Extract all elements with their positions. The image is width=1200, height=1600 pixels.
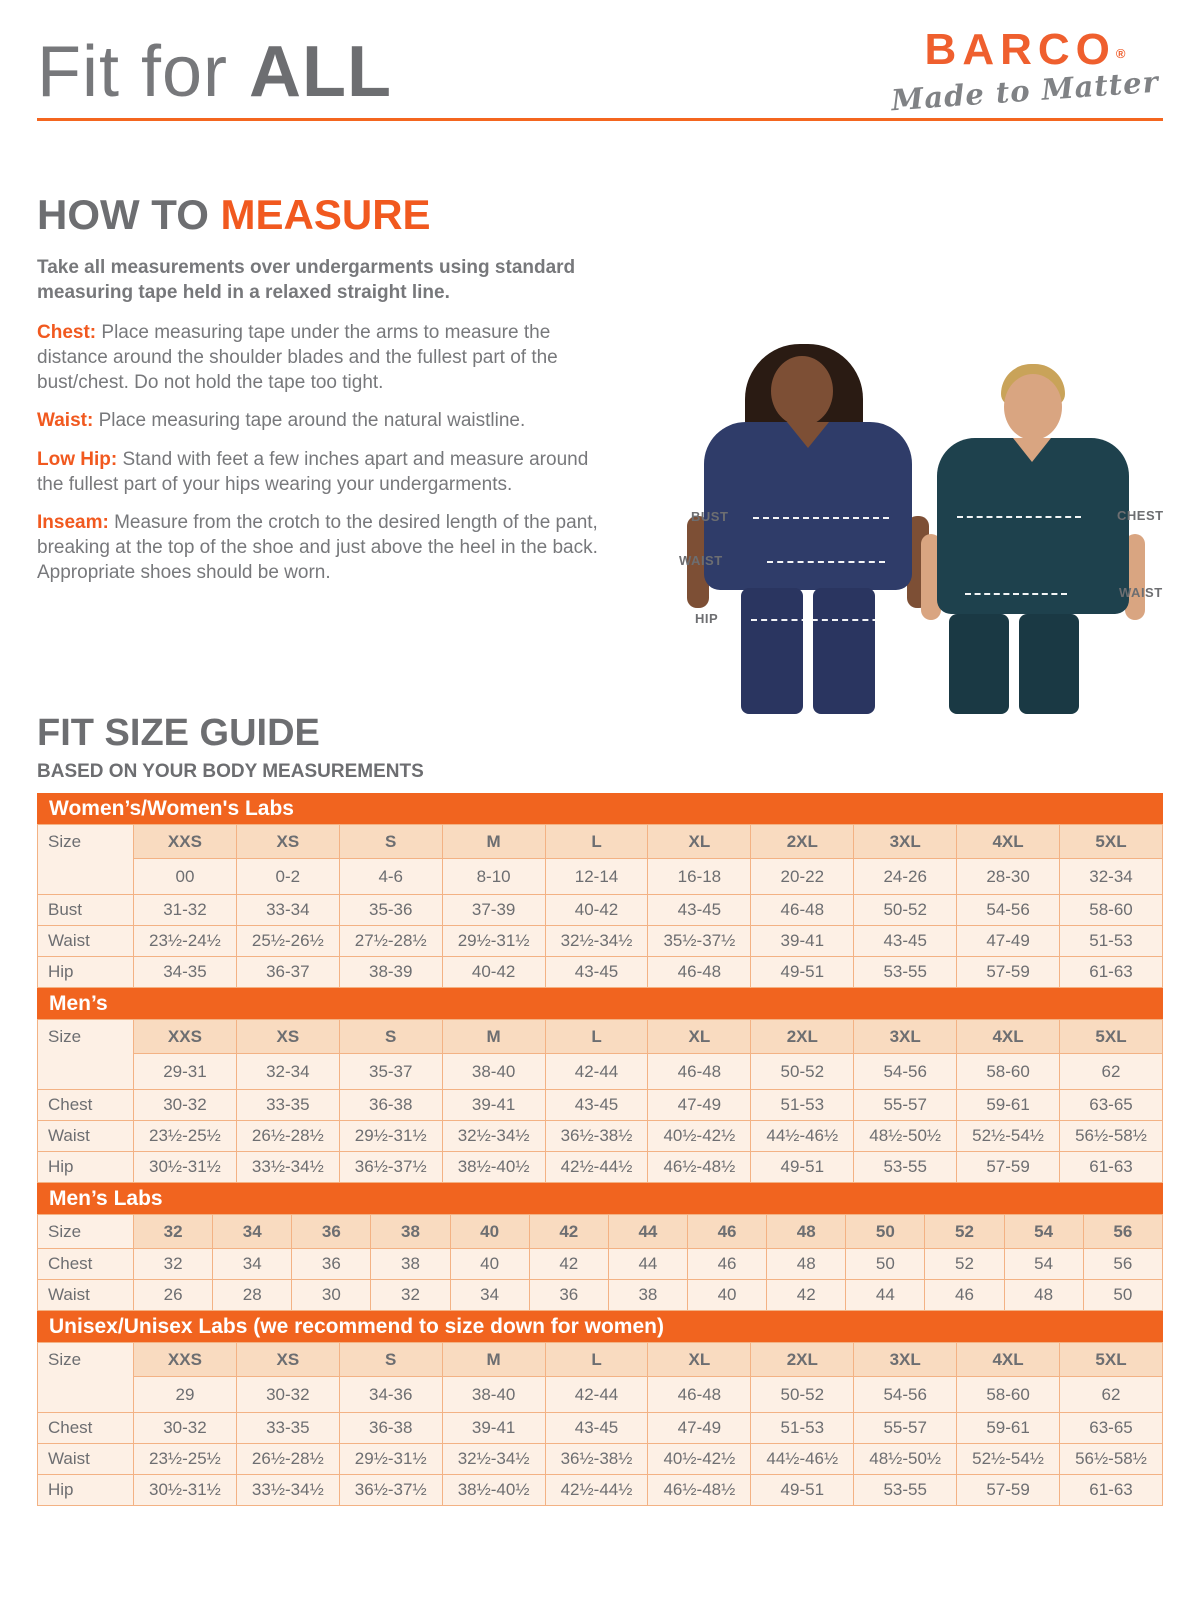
size-table-1 [37,1019,1163,1183]
measurement-cell: 46½-48½ [648,1475,751,1506]
models-photo [649,326,1199,716]
measurement-cell: 40½-42½ [648,1121,751,1152]
numeric-size-cell: 46-48 [648,1054,751,1090]
measurement-cell: 48 [1004,1280,1083,1311]
row-label: Chest [38,1090,134,1121]
measurement-cell: 53-55 [854,957,957,988]
measurement-cell: 33½-34½ [236,1152,339,1183]
measurement-cell: 43-45 [545,1413,648,1444]
table-title-1: Men’s [37,988,1163,1019]
measurement-cell: 46-48 [648,957,751,988]
measurement-cell: 53-55 [854,1475,957,1506]
measurement-cell: 36½-37½ [339,1475,442,1506]
measurement-cell: 44½-46½ [751,1121,854,1152]
waist-line-right [965,593,1067,595]
numeric-size-cell: 38-40 [442,1377,545,1413]
measure-intro: Take all measurements over undergarments using standard measuring tape held in a relaxed straight line. [37,257,576,304]
step-chest-text: Place measuring tape under the arms to measure the distance around the shoulder blades and the fullest part of the bust/chest. Do not hold the tape too tight. [37,322,558,393]
measurement-cell: 32½-34½ [442,1121,545,1152]
measurement-cell: 52 [925,1249,1004,1280]
measurement-cell: 23½-24½ [134,926,237,957]
measurement-cell: 40-42 [545,895,648,926]
measurement-cell: 26 [134,1280,213,1311]
measurement-cell: 46 [687,1249,766,1280]
measurement-cell: 32½-34½ [442,1444,545,1475]
size-column-header: S [339,825,442,859]
numeric-size-cell: 42-44 [545,1054,648,1090]
measurement-cell: 38 [371,1249,450,1280]
header [37,0,1163,118]
measurement-cell: 46½-48½ [648,1152,751,1183]
bust-line [753,517,889,519]
measurement-cell: 61-63 [1060,957,1163,988]
fit-size-guide-subheading: BASED ON YOUR BODY MEASUREMENTS [37,761,424,782]
table-row [38,1280,1163,1311]
measurement-cell: 43-45 [545,957,648,988]
measurement-cell: 49-51 [751,1152,854,1183]
measurement-cell: 44 [608,1249,687,1280]
waist-label-left: WAIST [679,553,723,568]
measurement-cell: 44½-46½ [751,1444,854,1475]
table-row [38,1249,1163,1280]
brand-wordmark: BARCO [924,25,1116,74]
numeric-size-cell: 62 [1060,1377,1163,1413]
measurement-cell: 35½-37½ [648,926,751,957]
table-title-2: Men’s Labs [37,1183,1163,1214]
numeric-size-cell: 50-52 [751,1054,854,1090]
bust-label: BUST [691,509,729,524]
numeric-size-cell: 50-52 [751,1377,854,1413]
measurement-cell: 34 [213,1249,292,1280]
size-column-header: 54 [1004,1215,1083,1249]
woman-right-leg [813,588,875,714]
measurement-cell: 30-32 [134,1090,237,1121]
step-low-hip-text: Stand with feet a few inches apart and measure around the fullest part of your hips wearing your undergarments. [37,448,589,495]
measurement-cell: 36-37 [236,957,339,988]
measurement-cell: 33-35 [236,1413,339,1444]
page-title [37,32,392,112]
measurement-cell: 59-61 [957,1413,1060,1444]
size-column-label: Size [38,825,134,895]
measurement-cell: 40½-42½ [648,1444,751,1475]
table-title-0: Women’s/Women's Labs [37,793,1163,824]
table-row [38,895,1163,926]
size-column-header: 42 [529,1215,608,1249]
numeric-size-cell: 54-56 [854,1054,957,1090]
man-right-leg [1019,614,1079,714]
size-table-0 [37,824,1163,988]
row-label: Waist [38,1121,134,1152]
row-label: Chest [38,1249,134,1280]
measurement-cell: 57-59 [957,957,1060,988]
measurement-cell: 46-48 [751,895,854,926]
measurement-cell: 42½-44½ [545,1475,648,1506]
measurement-cell: 51-53 [751,1413,854,1444]
measurement-cell: 52½-54½ [957,1444,1060,1475]
table-row [38,1413,1163,1444]
waist-label-right: WAIST [1119,585,1163,600]
size-table-3 [37,1342,1163,1506]
size-column-header: 3XL [854,1020,957,1054]
size-column-header: M [442,1343,545,1377]
numeric-size-cell: 24-26 [854,859,957,895]
man-vneck [1013,438,1051,462]
measurement-cell: 30-32 [134,1413,237,1444]
table-row [38,926,1163,957]
hip-line [751,619,919,621]
measurement-cell: 40 [687,1280,766,1311]
measurement-cell: 30 [292,1280,371,1311]
hip-label: HIP [695,611,719,626]
size-column-header: XS [236,825,339,859]
measurement-cell: 36½-38½ [545,1121,648,1152]
how-to-measure-heading [37,191,612,239]
step-waist-label: Waist: [37,410,94,432]
waist-line-left [767,561,885,563]
measurement-cell: 47-49 [648,1090,751,1121]
row-label: Hip [38,1152,134,1183]
measurement-cell: 61-63 [1060,1475,1163,1506]
table-header-row [38,1343,1163,1377]
measurement-cell: 51-53 [751,1090,854,1121]
row-label: Bust [38,895,134,926]
measurement-cell: 56 [1083,1249,1162,1280]
measurement-cell: 25½-26½ [236,926,339,957]
measurement-cell: 36½-38½ [545,1444,648,1475]
size-column-header: 2XL [751,825,854,859]
measurement-cell: 34 [450,1280,529,1311]
numeric-size-cell: 0-2 [236,859,339,895]
measurement-cell: 57-59 [957,1475,1060,1506]
size-column-header: 4XL [957,1020,1060,1054]
size-column-header: 50 [846,1215,925,1249]
size-column-header: 46 [687,1215,766,1249]
man-scrub-top [937,438,1129,614]
size-column-header: 52 [925,1215,1004,1249]
numeric-size-cell: 8-10 [442,859,545,895]
numeric-size-cell: 58-60 [957,1054,1060,1090]
size-column-header: 5XL [1060,1343,1163,1377]
measurement-cell: 36-38 [339,1413,442,1444]
size-column-header: XS [236,1020,339,1054]
step-inseam [37,511,612,585]
size-column-header: 32 [134,1215,213,1249]
measurement-cell: 40-42 [442,957,545,988]
measurement-cell: 31-32 [134,895,237,926]
size-column-header: M [442,1020,545,1054]
measurement-cell: 57-59 [957,1152,1060,1183]
numeric-size-cell: 20-22 [751,859,854,895]
size-column-header: 4XL [957,825,1060,859]
measurement-cell: 43-45 [854,926,957,957]
measurement-cell: 56½-58½ [1060,1444,1163,1475]
fit-size-guide-heading: FIT SIZE GUIDE [37,712,320,754]
measurement-cell: 42 [529,1249,608,1280]
size-column-header: XL [648,825,751,859]
measurement-cell: 38 [608,1280,687,1311]
size-column-label: Size [38,1343,134,1413]
measurement-cell: 32 [371,1280,450,1311]
measurement-cell: 42 [767,1280,846,1311]
measurement-cell: 52½-54½ [957,1121,1060,1152]
measurement-cell: 38½-40½ [442,1152,545,1183]
measurement-cell: 46 [925,1280,1004,1311]
measurement-cell: 50-52 [854,895,957,926]
size-column-header: 5XL [1060,825,1163,859]
measurement-cell: 48 [767,1249,846,1280]
measurement-cell: 58-60 [1060,895,1163,926]
size-column-header: XXS [134,1020,237,1054]
size-column-header: XS [236,1343,339,1377]
table-row [38,1152,1163,1183]
measurement-cell: 28 [213,1280,292,1311]
measurement-cell: 38-39 [339,957,442,988]
woman-head [771,356,833,426]
row-label: Hip [38,1475,134,1506]
how-to-measure-text [37,191,612,585]
heading-accent-part: MEASURE [220,191,431,238]
step-waist [37,409,612,434]
row-label: Waist [38,1444,134,1475]
measurement-cell: 53-55 [854,1152,957,1183]
size-column-header: XL [648,1343,751,1377]
registered-trademark-icon: ® [1115,46,1126,61]
size-column-header: M [442,825,545,859]
table-title-3: Unisex/Unisex Labs (we recommend to size down for women) [37,1311,1163,1342]
size-column-header: 36 [292,1215,371,1249]
row-label: Waist [38,1280,134,1311]
measurement-cell: 39-41 [442,1413,545,1444]
size-column-header: L [545,825,648,859]
measurement-cell: 29½-31½ [339,1121,442,1152]
size-column-header: XL [648,1020,751,1054]
man-left-leg [949,614,1009,714]
measurement-cell: 56½-58½ [1060,1121,1163,1152]
measurement-cell: 43-45 [648,895,751,926]
measurement-cell: 50 [846,1249,925,1280]
measurement-cell: 32½-34½ [545,926,648,957]
measurement-cell: 36 [529,1280,608,1311]
size-column-header: 40 [450,1215,529,1249]
size-column-header: 2XL [751,1343,854,1377]
measurement-cell: 29½-31½ [442,926,545,957]
measurement-cell: 30½-31½ [134,1152,237,1183]
size-column-header: 4XL [957,1343,1060,1377]
numeric-size-cell: 30-32 [236,1377,339,1413]
measurement-cell: 39-41 [442,1090,545,1121]
size-column-label: Size [38,1215,134,1249]
numeric-size-row [38,859,1163,895]
measurement-cell: 23½-25½ [134,1121,237,1152]
size-column-header: 2XL [751,1020,854,1054]
step-low-hip-label: Low Hip: [37,448,118,470]
step-waist-text: Place measuring tape around the natural waistline. [93,410,526,432]
measurement-cell: 47-49 [957,926,1060,957]
table-row [38,1444,1163,1475]
measurement-cell: 29½-31½ [339,1444,442,1475]
measurement-cell: 30½-31½ [134,1475,237,1506]
row-label: Waist [38,926,134,957]
table-row [38,1090,1163,1121]
table-header-row [38,825,1163,859]
brand-name [891,25,1159,74]
measurement-cell: 26½-28½ [236,1121,339,1152]
size-column-header: 48 [767,1215,846,1249]
numeric-size-cell: 42-44 [545,1377,648,1413]
size-column-header: 3XL [854,825,957,859]
table-row [38,957,1163,988]
numeric-size-cell: 29 [134,1377,237,1413]
measurement-cell: 63-65 [1060,1090,1163,1121]
measurement-cell: 55-57 [854,1090,957,1121]
measurement-cell: 63-65 [1060,1413,1163,1444]
size-column-header: XXS [134,825,237,859]
numeric-size-cell: 62 [1060,1054,1163,1090]
numeric-size-cell: 12-14 [545,859,648,895]
measurement-cell: 49-51 [751,957,854,988]
orange-divider [37,118,1163,121]
numeric-size-cell: 16-18 [648,859,751,895]
measurement-cell: 55-57 [854,1413,957,1444]
numeric-size-cell: 29-31 [134,1054,237,1090]
numeric-size-cell: 34-36 [339,1377,442,1413]
step-chest [37,321,612,395]
numeric-size-cell: 58-60 [957,1377,1060,1413]
measurement-cell: 26½-28½ [236,1444,339,1475]
measurement-cell: 34-35 [134,957,237,988]
measurement-cell: 49-51 [751,1475,854,1506]
chest-label: CHEST [1117,508,1164,523]
measurement-cell: 54 [1004,1249,1083,1280]
size-column-header: S [339,1020,442,1054]
measurement-cell: 37-39 [442,895,545,926]
numeric-size-cell: 35-37 [339,1054,442,1090]
size-column-header: L [545,1020,648,1054]
measurement-cell: 48½-50½ [854,1444,957,1475]
brand-logo [890,25,1163,118]
table-header-row [38,1215,1163,1249]
numeric-size-cell: 28-30 [957,859,1060,895]
measurement-cell: 33½-34½ [236,1475,339,1506]
size-column-header: 5XL [1060,1020,1163,1054]
brand-tagline: Made to Matter [890,64,1160,118]
measurement-cell: 38½-40½ [442,1475,545,1506]
table-row [38,1121,1163,1152]
row-label: Chest [38,1413,134,1444]
measurement-cell: 48½-50½ [854,1121,957,1152]
measurement-cell: 35-36 [339,895,442,926]
measurement-cell: 42½-44½ [545,1152,648,1183]
measurement-cell: 36-38 [339,1090,442,1121]
numeric-size-cell: 4-6 [339,859,442,895]
numeric-size-cell: 32-34 [236,1054,339,1090]
size-column-header: 3XL [854,1343,957,1377]
woman-left-leg [741,588,803,714]
measurement-cell: 50 [1083,1280,1162,1311]
size-column-header: 38 [371,1215,450,1249]
measurement-cell: 47-49 [648,1413,751,1444]
size-column-header: L [545,1343,648,1377]
measurement-cell: 40 [450,1249,529,1280]
man-head [1004,374,1062,440]
table-row [38,1475,1163,1506]
size-column-header: 44 [608,1215,687,1249]
measurement-cell: 33-35 [236,1090,339,1121]
step-inseam-label: Inseam: [37,512,109,534]
size-column-header: XXS [134,1343,237,1377]
numeric-size-cell: 54-56 [854,1377,957,1413]
measurement-cell: 33-34 [236,895,339,926]
heading-gray-part: HOW TO [37,191,221,238]
size-table-2 [37,1214,1163,1311]
row-label: Hip [38,957,134,988]
woman-vneck [787,422,829,448]
size-tables [37,793,1163,1506]
measurement-cell: 36½-37½ [339,1152,442,1183]
measurement-cell: 23½-25½ [134,1444,237,1475]
numeric-size-row [38,1054,1163,1090]
measurement-cell: 61-63 [1060,1152,1163,1183]
size-column-header: S [339,1343,442,1377]
measurement-cell: 39-41 [751,926,854,957]
measurement-cell: 59-61 [957,1090,1060,1121]
how-to-measure-section [37,191,1163,696]
numeric-size-cell: 00 [134,859,237,895]
numeric-size-row [38,1377,1163,1413]
page-title-light: Fit for [37,32,250,112]
size-column-header: 56 [1083,1215,1162,1249]
chest-line [957,516,1081,518]
page-title-bold: ALL [249,32,392,112]
measurement-cell: 43-45 [545,1090,648,1121]
numeric-size-cell: 38-40 [442,1054,545,1090]
measurement-cell: 27½-28½ [339,926,442,957]
size-column-label: Size [38,1020,134,1090]
size-column-header: 34 [213,1215,292,1249]
table-header-row [38,1020,1163,1054]
measurement-cell: 32 [134,1249,213,1280]
measurement-cell: 51-53 [1060,926,1163,957]
step-low-hip [37,448,612,497]
step-chest-label: Chest: [37,322,97,344]
measurement-cell: 36 [292,1249,371,1280]
measurement-cell: 44 [846,1280,925,1311]
measurement-cell: 54-56 [957,895,1060,926]
step-inseam-text: Measure from the crotch to the desired length of the pant, breaking at the top of the shoe and just above the heel in the back. Appropriate shoes should be worn. [37,512,598,583]
numeric-size-cell: 46-48 [648,1377,751,1413]
numeric-size-cell: 32-34 [1060,859,1163,895]
